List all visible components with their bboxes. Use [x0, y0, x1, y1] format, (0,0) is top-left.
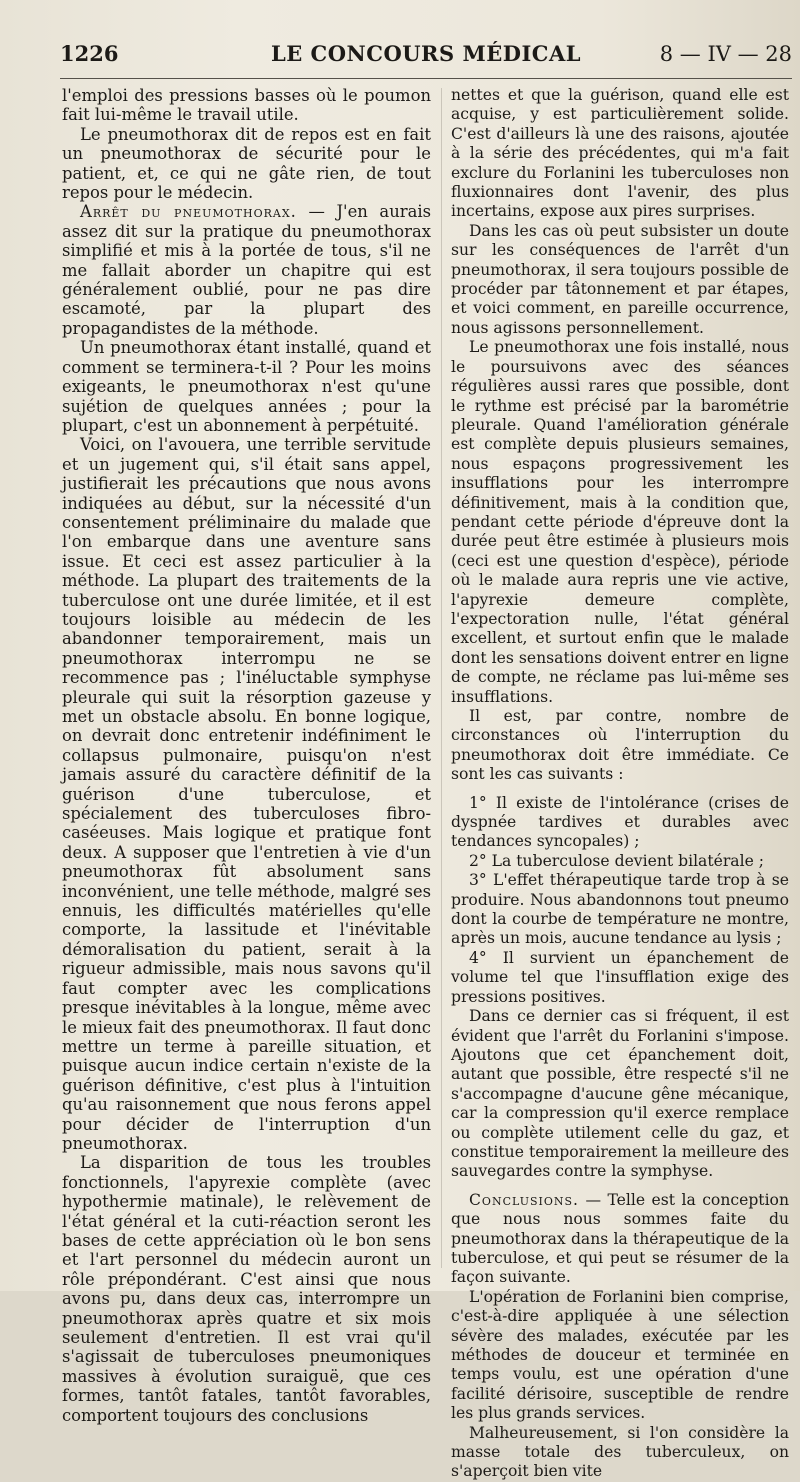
paragraph: Voici, on l'avouera, une terrible servitude et un jugement qui, s'il était sans appel, justifierait les précautions que nous avons indiquées au début, sur la nécessité d'un consentement préliminaire du malade que l'on embarque dans une aventure sans issue. Et ceci est assez particulier à la méthode. La plupart des traitements de la tuberculose ont une durée limitée, et il est toujours loisible au médecin de les abandonner temporairement, mais un pneumothorax interrompu ne se recommence pas ; l'inéluctable symphyse pleurale qui suit la résorption gazeuse y met un obstacle absolu. En bonne logique, on devrait donc entretenir indéfiniment le collapsus pulmonaire, puisqu'on n'est jamais assuré du caractère définitif de la guérison d'une tuberculose, et spécialement des tuberculoses fibro-caséeuses. Mais logique et pratique font deux. A supposer que l'entretien à vie d'un pneumothorax fût absolument sans inconvénient, une telle méthode, malgré ses ennuis, les difficultés matérielles qu'elle comporte, la lassitude et l'inévitable démoralisation du patient, serait à la rigueur admissible, mais nous savons qu'il faut compter avec les complications presque inévitables à la longue, même avec le mieux fait des pneumothorax. Il faut donc mettre un terme à pareille situation, et puisque aucun indice certain n'existe de la guérison définitive, c'est plus à l'intuition qu'au raisonnement que nous ferons appel pour décider de l'interruption d'un pneumothorax.: [62, 435, 431, 1153]
section-heading: Arrêt du pneumothorax.: [80, 202, 297, 222]
list-item: 2° La tuberculose devient bilatérale ;: [469, 851, 765, 870]
paragraph: Un pneumothorax étant installé, quand et comment se terminera-t-il ? Pour les moins exigeants, le pneumothorax n'est qu'une sujétion de quelques années ; pour la plupart, c'est un abonnement à perpétuité.: [62, 338, 431, 435]
page-header: [60, 34, 792, 74]
paragraph: l'emploi des pressions basses où le poumon fait lui-même le travail utile.: [62, 86, 431, 125]
left-column: [62, 86, 431, 1425]
list-item: 1° Il existe de l'intolérance (crises de dyspnée tardives et durables avec tendances syncopales) ;: [451, 793, 789, 851]
paragraph-text: — Telle est la conception que nous nous sommes faite du pneumothorax dans la thérapeutique de la tuberculose, et qui peut se résumer de la façon suivante.: [451, 1190, 789, 1287]
header-rule: [60, 78, 792, 79]
journal-title: LE CONCOURS MÉDICAL: [270, 41, 582, 66]
column-divider: [441, 88, 442, 1268]
paragraph: Il est, par contre, nombre de circonstances où l'interruption du pneumothorax doit être immédiate. Ce sont les cas suivants :: [451, 707, 789, 784]
paragraph-text: — J'en aurais assez dit sur la pratique du pneumothorax simplifié et mis à la portée de tous, s'il ne me fallait aborder un chapitre qui est généralement oublié, pour ne pas dire escamoté, par la plupart des propagandistes de la méthode.: [62, 202, 432, 338]
paragraph: Malheureusement, si l'on considère la masse totale des tuberculeux, on s'aperçoit bien vite: [451, 1423, 789, 1481]
right-column: [451, 86, 789, 1482]
paragraph: [62, 202, 431, 338]
paragraph: nettes et que la guérison, quand elle est acquise, y est particulièrement solide. C'est d'ailleurs là une des raisons, ajoutée à la série des précédentes, qui m'a fait exclure du Forlanini les tuberculoses non fluxionnaires dont l'avenir, des plus incertains, expose aux pires surprises.: [451, 86, 789, 221]
conclusions-heading: Conclusions.: [469, 1190, 579, 1209]
paragraph: Le pneumothorax dit de repos est en fait un pneumothorax de sécurité pour le patient, et, ce qui ne gâte rien, de tout repos pour le médecin.: [62, 124, 431, 203]
paragraph: Dans les cas où peut subsister un doute sur les conséquences de l'arrêt d'un pneumothorax, il sera toujours possible de procéder par tâtonnement et par étapes, et voici comment, en pareille occurrence, nous agissons personnellement.: [451, 221, 789, 337]
paragraph: La disparition de tous les troubles fonctionnels, l'apyrexie complète (avec hypothermie matinale), le relèvement de l'état général et la cuti-réaction seront les bases de cette appréciation où le bon sens et l'art personnel du médecin auront un rôle prépondérant. C'est ainsi que nous avons pu, dans deux cas, interrompre un pneumothorax après quatre et six mois seulement d'entretien. Il est vrai qu'il s'agissait de tuberculoses pneumoniques massives à évolution suraiguë, que ces formes, tantôt fatales, tantôt favorables, comportent toujours des conclusions: [62, 1153, 431, 1425]
paragraph: L'opération de Forlanini bien comprise, c'est-à-dire appliquée à une sélection sévère des malades, exécutée par les méthodes de douceur et terminée en temps voulu, est une opération d'une facilité dérisoire, susceptible de rendre les plus grands services.: [451, 1287, 789, 1423]
list-item: 3° L'effet thérapeutique tarde trop à se produire. Nous abandonnons tout pneumo dont la courbe de température ne montre, après un mois, aucune tendance au lysis ;: [451, 871, 789, 948]
list-item: 4° Il survient un épanchement de volume tel que l'insufflation exige des pressions positives.: [451, 948, 789, 1006]
issue-date: 8 — IV — 28: [659, 42, 792, 66]
paragraph: Le pneumothorax une fois installé, nous le poursuivons avec des séances régulières aussi rares que possible, dont le rythme est précisé par la barométrie pleurale. Quand l'amélioration générale est complète depuis plusieurs semaines, nous espaçons progressivement les insufflations pour les interrompre définitivement, mais à la condition que, pendant cette période d'épreuve dont la durée peut être estimée à plusieurs mois (ceci est une question d'espèce), période où le malade aura repris une vie active, l'apyrexie demeure complète, l'expectoration nulle, l'état général excellent, et surtout enfin que le malade dont les sensations doivent entrer en ligne de compte, ne réclame pas lui-même ses insufflations.: [451, 338, 789, 706]
paragraph: [451, 1191, 789, 1288]
paragraph: Dans ce dernier cas si fréquent, il est évident que l'arrêt du Forlanini s'impose. Ajoutons que cet épanchement doit, autant que possible, être respecté s'il ne s'accompagne d'aucune gêne mécanique, car la compression qu'il exerce remplace ou complète utilement celle du gaz, et constitue temporairement la meilleure des sauvegardes contre la symphyse.: [451, 1007, 789, 1181]
page-number: 1226: [60, 41, 119, 66]
